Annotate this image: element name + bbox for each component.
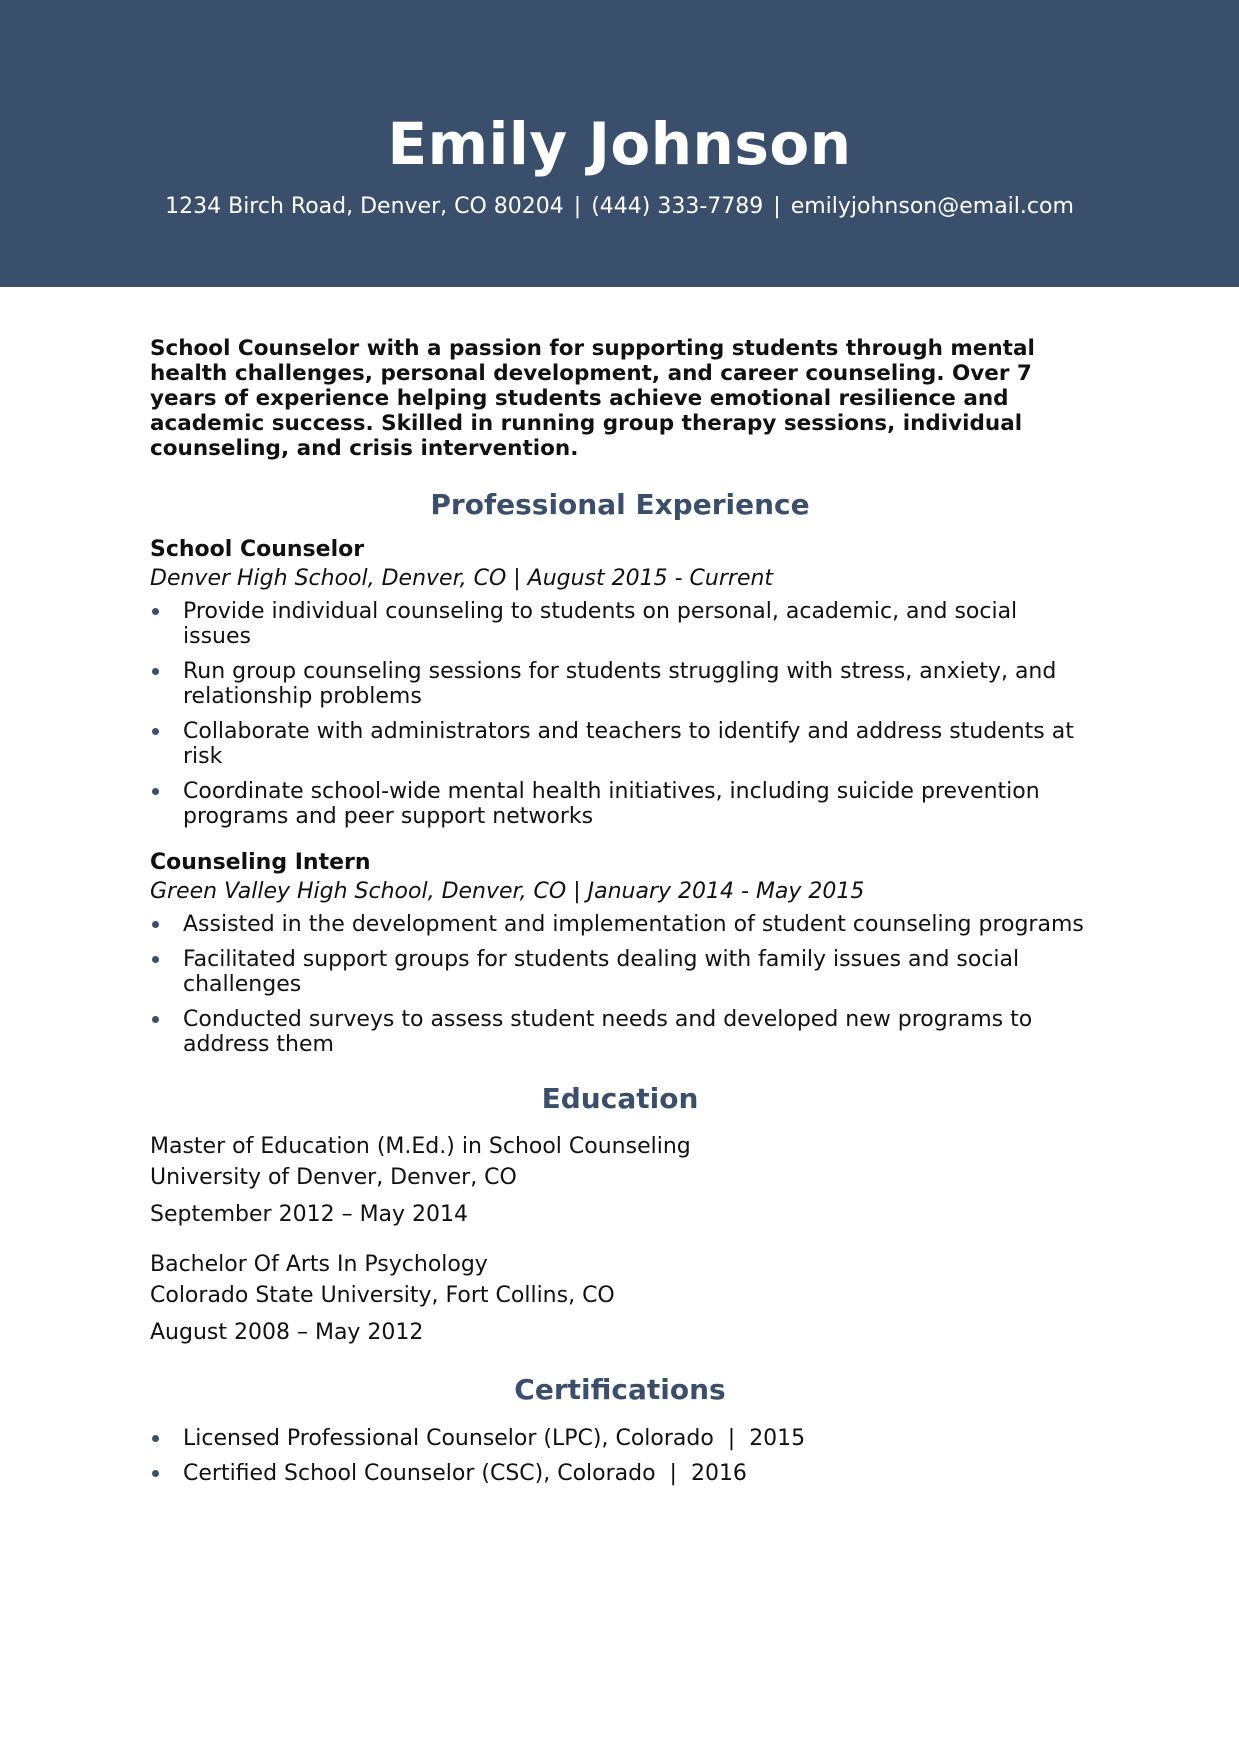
job-meta: Green Valley High School, Denver, CO | January 2014 - May 2015 (150, 879, 865, 904)
list-item (150, 1461, 1090, 1486)
bullet-text: Coordinate school-wide mental health initiatives, including suicide prevention programs and peer support networks (183, 779, 1040, 829)
job-entry (150, 849, 1090, 1057)
bullet-icon (152, 1435, 159, 1442)
certification-text: Licensed Professional Counselor (LPC), Colorado | 2015 (183, 1426, 806, 1451)
bullet-icon (152, 956, 159, 963)
certification-text: Certified School Counselor (CSC), Colorado | 2016 (183, 1461, 747, 1486)
education-entry (150, 1131, 1090, 1230)
education-entry (150, 1249, 1090, 1348)
list-item (150, 1426, 1090, 1451)
job-title: School Counselor (150, 537, 365, 562)
bullet-text: Provide individual counseling to students on personal, academic, and social issues (183, 599, 1018, 649)
job-title: Counseling Intern (150, 850, 371, 875)
bullet-text: Conducted surveys to assess student needs and developed new programs to address them (183, 1007, 1033, 1057)
list-item (150, 947, 1090, 997)
bullet-text: Run group counseling sessions for students struggling with stress, anxiety, and relationship problems (183, 659, 1057, 709)
bullet-icon (152, 1470, 159, 1477)
contact-address: 1234 Birch Road, Denver, CO 80204 (165, 194, 564, 219)
candidate-name: Emily Johnson (387, 110, 852, 178)
list-item (150, 659, 1090, 709)
job-bullets (150, 912, 1090, 1057)
bullet-text: Assisted in the development and implementation of student counseling programs (183, 912, 1084, 937)
list-item (150, 912, 1090, 937)
section-title-experience: Professional Experience (430, 488, 810, 521)
education-degree: Bachelor Of Arts In Psychology (150, 1252, 488, 1277)
professional-summary: School Counselor with a passion for supporting students through mental health challenges, personal development, and career counseling. Over 7 years of experience helping students achieve emotional resilience and academic success. Skilled in running group therapy sessions, individual counseling, and crisis intervention. (150, 336, 1035, 461)
job-meta: Denver High School, Denver, CO | August 2015 - Current (150, 566, 774, 591)
education-dates: August 2008 – May 2012 (150, 1320, 424, 1345)
list-item (150, 719, 1090, 769)
resume-body (150, 336, 1090, 1486)
contact-phone: (444) 333-7789 (591, 194, 764, 219)
education-school: University of Denver, Denver, CO (150, 1165, 517, 1190)
bullet-icon (152, 921, 159, 928)
bullet-icon (152, 788, 159, 795)
bullet-text: Facilitated support groups for students dealing with family issues and social challenges (183, 947, 1020, 997)
bullet-icon (152, 728, 159, 735)
certification-list (150, 1426, 1090, 1486)
contact-separator: | (573, 194, 582, 219)
contact-separator: | (773, 194, 781, 219)
bullet-icon (152, 608, 159, 615)
education-dates: September 2012 – May 2014 (150, 1202, 469, 1227)
contact-line (0, 192, 1239, 222)
header-banner (0, 0, 1239, 287)
bullet-icon (152, 668, 159, 675)
section-title-certifications: Certifications (514, 1373, 726, 1406)
list-item (150, 1007, 1090, 1057)
bullet-icon (152, 1016, 159, 1023)
section-title-education: Education (541, 1082, 699, 1115)
contact-email[interactable]: emilyjohnson@email.com (790, 194, 1074, 219)
education-degree: Master of Education (M.Ed.) in School Counseling (150, 1134, 691, 1159)
list-item (150, 599, 1090, 649)
job-entry (150, 536, 1090, 829)
education-school: Colorado State University, Fort Collins, CO (150, 1283, 615, 1308)
bullet-text: Collaborate with administrators and teachers to identify and address students at risk (183, 719, 1074, 769)
list-item (150, 779, 1090, 829)
job-bullets (150, 599, 1090, 829)
